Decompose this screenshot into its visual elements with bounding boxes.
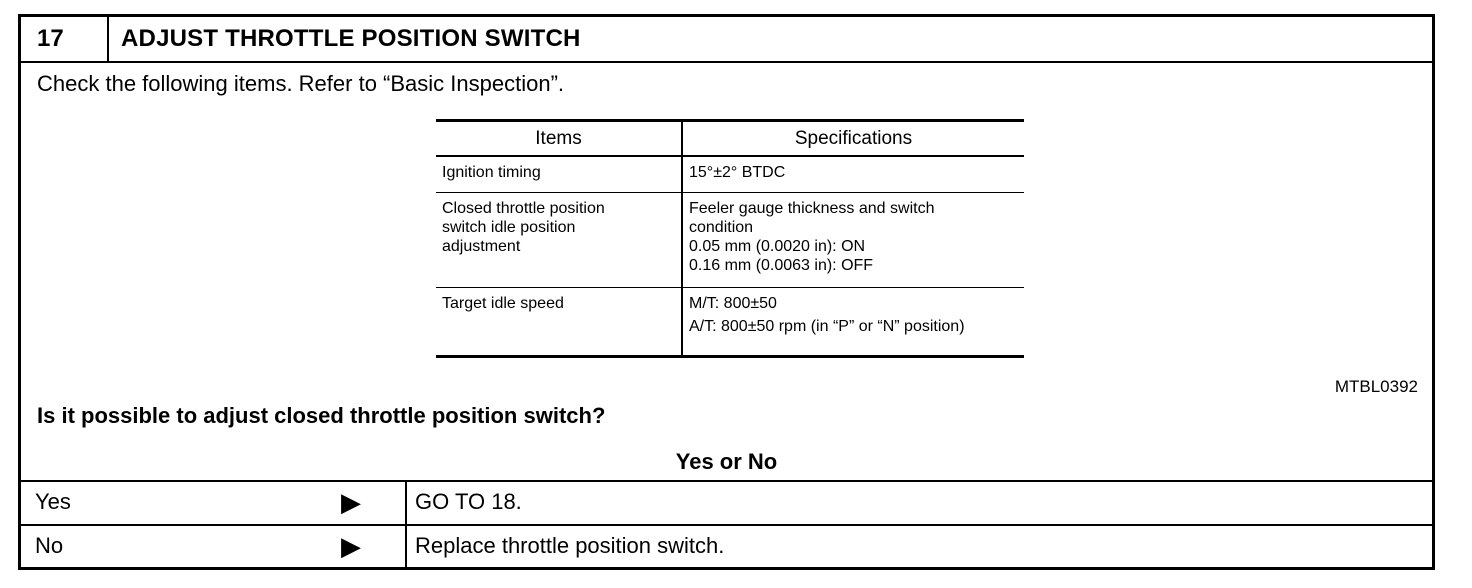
reference-code: MTBL0392 xyxy=(1334,377,1418,396)
intro-text: Check the following items. Refer to “Basic Inspection”. xyxy=(37,71,565,96)
answer-header: Yes or No xyxy=(675,449,778,474)
spec-cell xyxy=(682,156,1024,193)
table-header-row xyxy=(436,121,1024,157)
answer-label: Yes xyxy=(35,489,71,514)
row-divider xyxy=(405,526,407,568)
answer-action: Replace throttle position switch. xyxy=(415,533,725,558)
item-text: Ignition timing xyxy=(442,164,541,181)
spec-text: 0.05 mm (0.0020 in): ON xyxy=(689,238,866,255)
specification-table xyxy=(436,119,1024,358)
header-specifications: Specifications xyxy=(682,121,1024,157)
answer-row-yes xyxy=(21,480,1432,524)
spec-text: A/T: 800±50 rpm (in “P” or “N” position) xyxy=(689,318,965,335)
spec-cell xyxy=(682,288,1024,357)
step-number: 17 xyxy=(21,17,109,61)
item-text: adjustment xyxy=(442,238,521,255)
item-text: Target idle speed xyxy=(442,295,564,312)
table-row xyxy=(436,288,1024,357)
answer-row-no xyxy=(21,524,1432,568)
spec-text: Feeler gauge thickness and switch xyxy=(689,200,935,217)
spec-cell xyxy=(682,193,1024,288)
item-cell xyxy=(436,156,682,193)
table-row xyxy=(436,193,1024,288)
step-header xyxy=(21,17,1432,63)
spec-text: 0.16 mm (0.0063 in): OFF xyxy=(689,257,874,274)
item-text: Closed throttle position xyxy=(442,200,605,217)
header-items: Items xyxy=(436,121,682,157)
table-row xyxy=(436,156,1024,193)
answer-action: GO TO 18. xyxy=(415,489,522,514)
row-divider xyxy=(405,482,407,524)
procedure-frame xyxy=(18,14,1435,570)
arrow-right-icon: ▶ xyxy=(341,531,361,561)
step-title: ADJUST THROTTLE POSITION SWITCH xyxy=(121,25,581,52)
arrow-right-icon: ▶ xyxy=(341,487,361,517)
question-text: Is it possible to adjust closed throttle position switch? xyxy=(37,403,606,428)
spec-text: M/T: 800±50 xyxy=(689,295,777,312)
answer-label: No xyxy=(35,533,64,558)
spec-text: 15°±2° BTDC xyxy=(689,164,786,181)
spec-text: condition xyxy=(689,219,754,236)
item-text: switch idle position xyxy=(442,219,576,236)
item-cell xyxy=(436,288,682,357)
item-cell xyxy=(436,193,682,288)
